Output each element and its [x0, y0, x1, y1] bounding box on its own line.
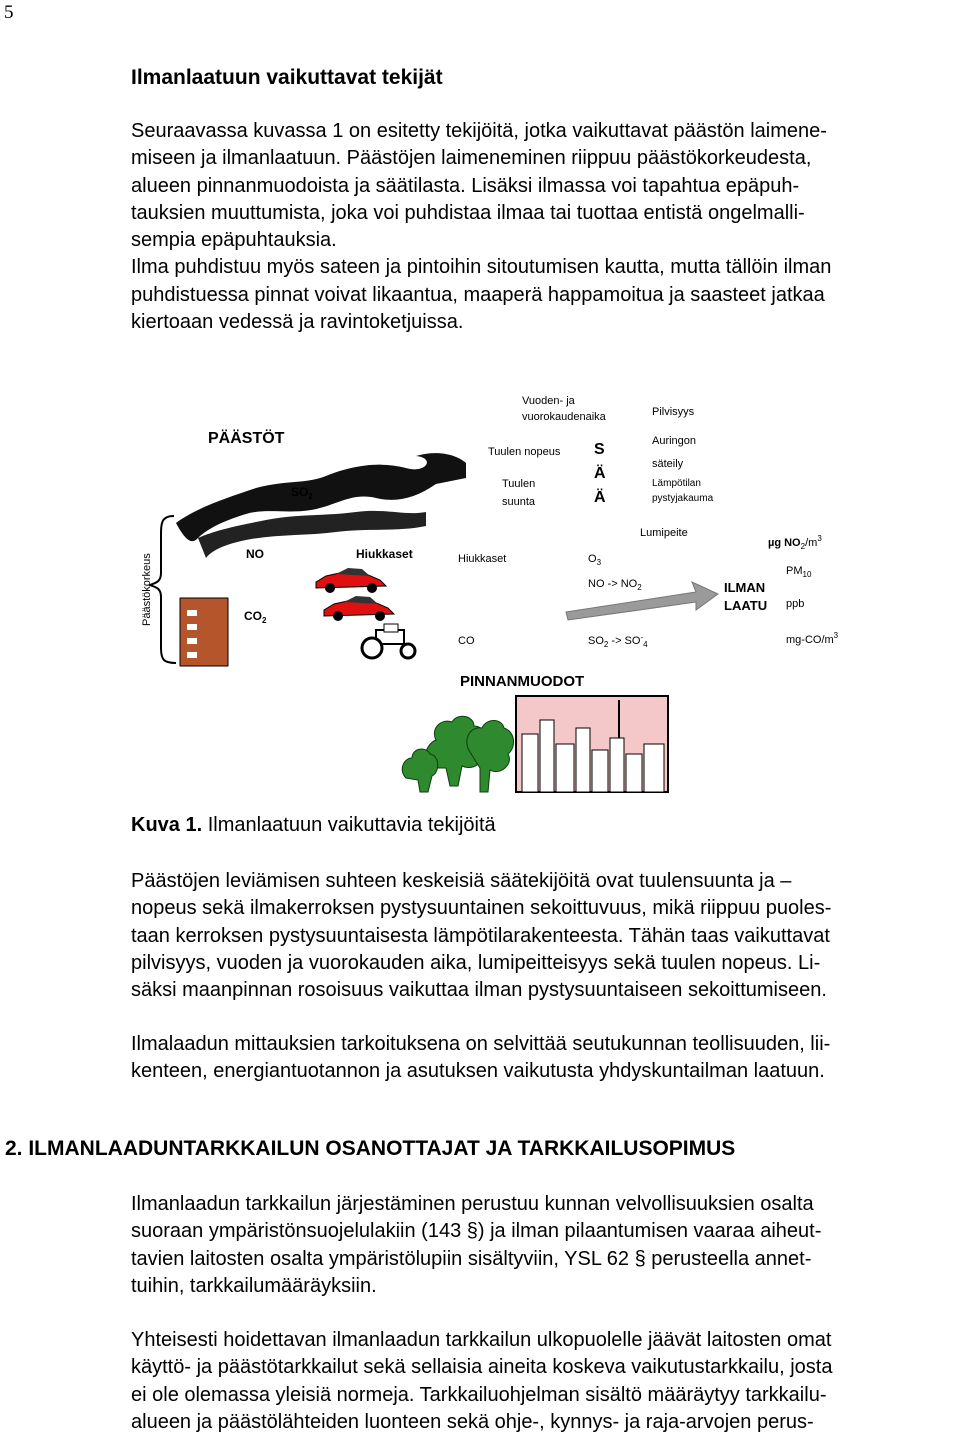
text-line: nopeus sekä ilmakerroksen pystysuuntainen sekoittuvuus, mikä riippuu puoles-	[131, 897, 832, 920]
text-line: Päästöjen leviämisen suhteen keskeisiä säätekijöitä ovat tuulensuunta ja –	[131, 870, 792, 892]
trees-icon	[402, 716, 513, 792]
text-line: tuihin, tarkkailumääräyksiin.	[131, 1274, 377, 1297]
exclusions-paragraph	[131, 1327, 960, 1436]
no-label: NO	[246, 547, 264, 561]
emissions-title: PÄÄSTÖT	[208, 430, 285, 447]
particles-label: Hiukkaset	[458, 553, 507, 565]
weather-letter: S	[594, 441, 605, 458]
caption-text: Ilmanlaatuun vaikuttavia tekijöitä	[202, 814, 496, 836]
text-line: säksi maanpinnan rosoisuus vaikuttaa ilman pystysuuntaiseen sekoittumiseen.	[131, 979, 827, 1002]
text-line: puhdistuessa pinnat voivat likaantua, maaperä happamoitua ja saasteet jatkaa	[131, 283, 825, 306]
text-line: Ilmalaadun mittauksien tarkoituksena on selvittää seutukunnan teollisuuden, lii-	[131, 1033, 831, 1055]
air-quality-label: ILMAN	[724, 580, 766, 595]
season-label: Vuoden- ja	[522, 395, 575, 407]
text-line: kiertoaan vedessä ja ravintoketjuissa.	[131, 311, 464, 334]
co2-label: $CO_2$	[244, 609, 267, 625]
unit-mgco: $mg-CO/m^3$	[786, 631, 839, 646]
height-label: Päästökorkeus	[141, 553, 153, 626]
tractor-icon	[362, 624, 415, 658]
red-car-icon	[316, 568, 386, 593]
cloudiness-label: Pilvisyys	[652, 406, 695, 418]
measurement-purpose-paragraph	[131, 1031, 960, 1086]
weather-factors-paragraph	[131, 868, 960, 1004]
air-quality-factors-figure	[136, 388, 856, 798]
no-to-no2-label: NO -> $NO_2$	[588, 578, 642, 592]
season-label-2: vuorokaudenaika	[522, 411, 606, 423]
weather-letter: Ä	[594, 465, 606, 482]
text-line: taan kerroksen pystysuuntaisesta lämpötilarakenteesta. Tähän taas vaikuttavat	[131, 924, 830, 947]
text-line: sempia epäpuhtauksia.	[131, 229, 337, 252]
text-line: Ilma puhdistuu myös sateen ja pintoihin sitoutumisen kautta, mutta tällöin ilman	[131, 256, 832, 279]
snow-label: Lumipeite	[640, 527, 688, 539]
co-label: CO	[458, 635, 475, 647]
text-line: ei ole olemassa yleisiä normeja. Tarkkailuohjelman sisältö määräytyy tarkkailu-	[131, 1383, 827, 1406]
unit-no2: µg $NO_2/m^3$	[768, 534, 822, 551]
temp-profile-label: Lämpötilan	[652, 478, 701, 489]
text-line: pilvisyys, vuoden ja vuorokauden aika, lumipeitteisyys sekä tuulen nopeus. Li-	[131, 951, 821, 974]
figure-caption	[131, 814, 496, 837]
text-line: Seuraavassa kuvassa 1 on esitetty tekijöitä, jotka vaikuttavat päästön laimene-	[131, 120, 827, 142]
so2-to-so4-label: $SO_2 -> SO^-_4$	[588, 633, 648, 649]
text-line: kenteen, energiantuotannon ja asutuksen vaikutusta yhdyskuntailman laatuun.	[131, 1060, 825, 1083]
text-line: tauksien muuttumista, joka voi puhdistaa ilmaa tai tuottaa entistä ongelmalli-	[131, 201, 805, 224]
wind-speed-label: Tuulen nopeus	[488, 446, 561, 458]
text-line: miseen ja ilmanlaatuun. Päästöjen laimeneminen riippuu päästökorkeudesta,	[131, 147, 812, 170]
monitoring-basis-paragraph	[131, 1191, 960, 1300]
o3-label: $O_3$	[588, 553, 602, 567]
section-heading: Ilmanlaatuun vaikuttavat tekijät	[131, 66, 443, 89]
solar-label: Auringon	[652, 435, 697, 447]
text-line: alueen pinnanmuodoista ja säätilasta. Lisäksi ilmassa voi tapahtua epäpuh-	[131, 174, 800, 197]
text-line: suoraan ympäristönsuojelulakiin (143 §) ja ilman pilaantumisen vaaraa aiheut-	[131, 1220, 822, 1243]
air-quality-label-2: LAATU	[724, 598, 768, 613]
solar-label-2: säteily	[652, 458, 684, 470]
page-number: 5	[4, 2, 14, 23]
particles-bold-label: Hiukkaset	[356, 547, 413, 561]
unit-pm10: $PM_{10}$	[786, 565, 812, 579]
text-line: alueen ja päästölähteiden luonteen sekä ohje-, kynnys- ja raja-arvojen perus-	[131, 1410, 814, 1433]
text-line: Ilmanlaadun tarkkailun järjestäminen perustuu kunnan velvollisuuksien osalta	[131, 1193, 814, 1215]
chapter-heading: 2. ILMANLAADUNTARKKAILUN OSANOTTAJAT JA TARKKAILUSOPIMUS	[5, 1137, 736, 1160]
intro-paragraph	[131, 118, 960, 336]
height-bracket	[150, 516, 176, 663]
so2-label: $SO_2$	[291, 485, 313, 501]
weather-letter: Ä	[594, 489, 606, 506]
red-car-icon	[324, 596, 394, 621]
unit-ppb: ppb	[786, 598, 805, 610]
text-line: tavien laitosten osalta ympäristölupiin sisältyviin, YSL 62 § perusteella annet-	[131, 1247, 812, 1270]
wind-dir-label-2: suunta	[502, 496, 536, 508]
text-line: käyttö- ja päästötarkkailut sekä sellaisia aineita koskeva vaikutustarkkailu, josta	[131, 1356, 833, 1379]
text-line: Yhteisesti hoidettavan ilmanlaadun tarkkailun ulkopuolelle jäävät laitosten omat	[131, 1329, 832, 1351]
temp-profile-label-2: pystyjakauma	[652, 493, 714, 504]
terrain-title: PINNANMUODOT	[460, 673, 585, 690]
wind-dir-label: Tuulen	[502, 478, 536, 490]
caption-label: Kuva 1.	[131, 814, 203, 836]
